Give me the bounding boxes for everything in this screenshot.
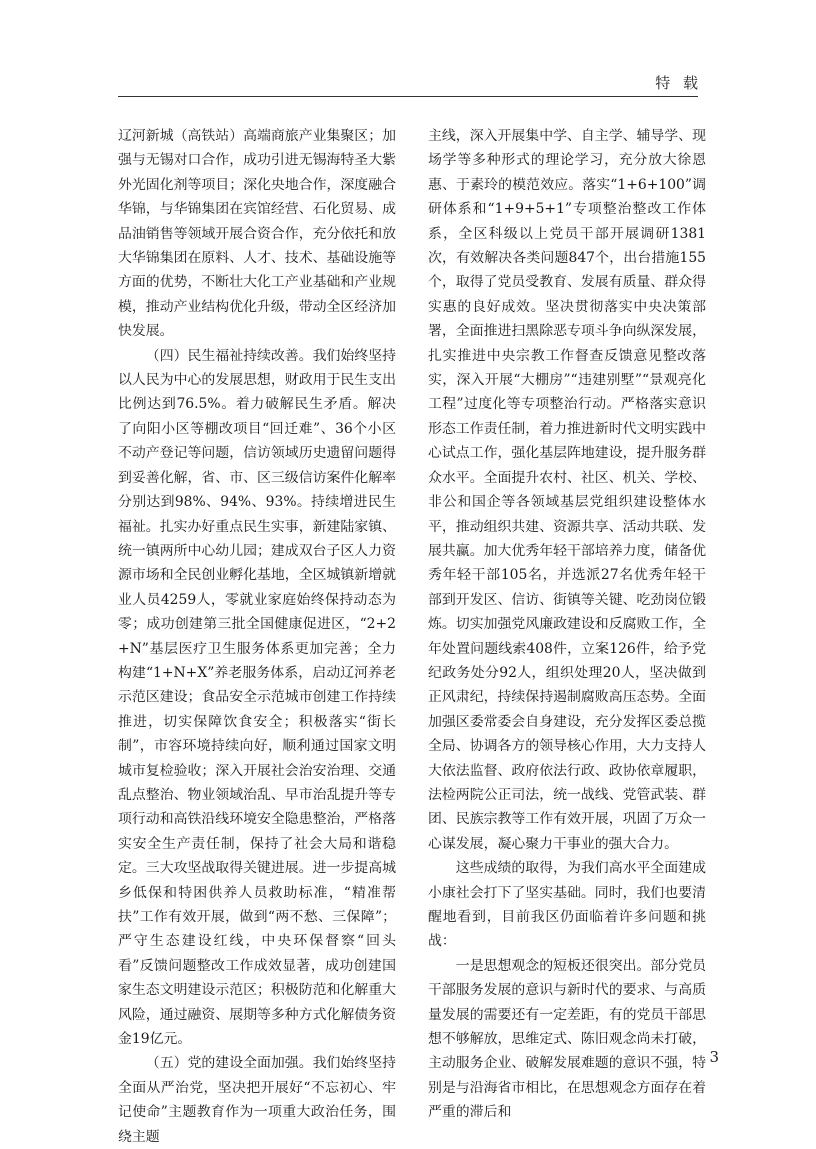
paragraph: （四）民生福祉持续改善。我们始终坚持以人民为中心的发展思想，财政用于民生支出比例达到76.5%。着力破解民生矛盾。解决了向阳小区等棚改项目“回迁难”、36个小区不动产登记等问题，信访领域历史遗留问题得到妥善化解，省、市、区三级信访案件化解率分别达到98%、94%、93%。持续增进民生福祉。扎实办好重点民生实事，新建陆家镇、统一镇两所中心幼儿园；建成双台子区人力资源市场和全民创业孵化基地，全区城镇新增就业人员4259人，零就业家庭始终保持动态为零；成功创建第三批全国健康促进区，“2+2+N”基层医疗卫生服务体系更加完善；全力构建“1+N+X”养老服务体系，启动辽河养老示范区建设；食品安全示范城市创建工作持续推进，切实保障饮食安全；积极落实“街长制”，市容环境持续向好，顺利通过国家文明城市复检验收；深入开展社会治安治理、交通乱点整治、物业领域治乱、早市治乱提升等专项行动和高铁沿线环境安全隐患整治，严格落实安全生产责任制，保持了社会大局和谐稳定。三大攻坚战取得关键进展。进一步提高城乡低保和特困供养人员救助标准，“精准帮扶”工作有效开展，做到“两不愁、三保障”；严守生态建设红线，中央环保督察“回头看”反馈问题整改工作成效显著，成功创建国家生态文明建设示范区；积极防范和化解重大风险，通过融资、展期等多种方式化解债务资金19亿元。 — [118, 347, 396, 1048]
header-divider — [118, 96, 698, 97]
paragraph: 主线，深入开展集中学、自主学、辅导学、现场学等多种形式的理论学习，充分放大徐恩惠、于素玲的模范效应。落实“1+6+100”调研体系和“1+9+5+1”专项整治整改工作体系，全区科级以上党员干部开展调研1381次，有效解决各类问题847个，出台措施155个，取得了党员受教育、发展有质量、群众得实惠的良好成效。坚决贯彻落实中央决策部署，全面推进扫黑除恶专项斗争向纵深发展，扎实推进中央宗教工作督查反馈意见整改落实，深入开展“大棚房”“违建别墅”“景观亮化工程”过度化等专项整治行动。严格落实意识形态工作责任制，着力推进新时代文明实践中心试点工作，强化基层阵地建设，提升服务群众水平。全面提升农村、社区、机关、学校、非公和国企等各领域基层党组织建设整体水平，推动组织共建、资源共享、活动共联、发展共赢。加大优秀年轻干部培养力度，储备优秀年轻干部105名，并选派27名优秀年轻干部到开发区、信访、街镇等关键、吃劲岗位锻炼。切实加强党风廉政建设和反腐败工作，全年处置问题线索408件，立案126件，给予党纪政务处分92人，组织处理20人，坚决做到正风肃纪，持续保持遏制腐败高压态势。全面加强区委常委会自身建设，充分发挥区委总揽全局、协调各方的领导核心作用，大力支持人大依法监督、政府依法行政、政协依章履职，法检两院公正司法，统一战线、党管武装、群团、民族宗教等工作有效开展，巩固了万众一心谋发展，凝心聚力干事业的强大合力。 — [428, 128, 706, 852]
page-number: 3 — [709, 1048, 719, 1066]
right-column — [428, 124, 706, 1125]
paragraph: 一是思想观念的短板还很突出。部分党员干部服务发展的意识与新时代的要求、与高质量发展的需要还有一定差距，有的党员干部思想不够解放，思维定式、陈旧观念尚未打破，主动服务企业、破解发展难题的意识不强，特别是与沿海省市相比，在思想观念方面存在着严重的滞后和 — [428, 957, 706, 1121]
paragraph: （五）党的建设全面加强。我们始终坚持全面从严治党，坚决把开展好“不忘初心、牢记使命”主题教育作为一项重大政治任务，围绕主题 — [118, 1055, 396, 1145]
paragraph: 辽河新城（高铁站）高端商旅产业集聚区；加强与无锡对口合作，成功引进无锡海特圣大紫外光固化剂等项目；深化央地合作，深度融合华锦，与华锦集团在宾馆经营、石化贸易、成品油销售等领域开展合资合作，充分依托和放大华锦集团在原料、人才、技术、基础设施等方面的优势，不断壮大化工产业基础和产业规模，推动产业结构优化升级，带动全区经济加快发展。 — [118, 128, 396, 340]
paragraph: 这些成绩的取得，为我们高水平全面建成小康社会打下了坚实基础。同时，我们也要清醒地看到，目前我区仍面临着许多问题和挑战： — [428, 860, 706, 950]
left-column — [118, 124, 396, 1149]
section-header-label: 特 载 — [655, 74, 702, 92]
